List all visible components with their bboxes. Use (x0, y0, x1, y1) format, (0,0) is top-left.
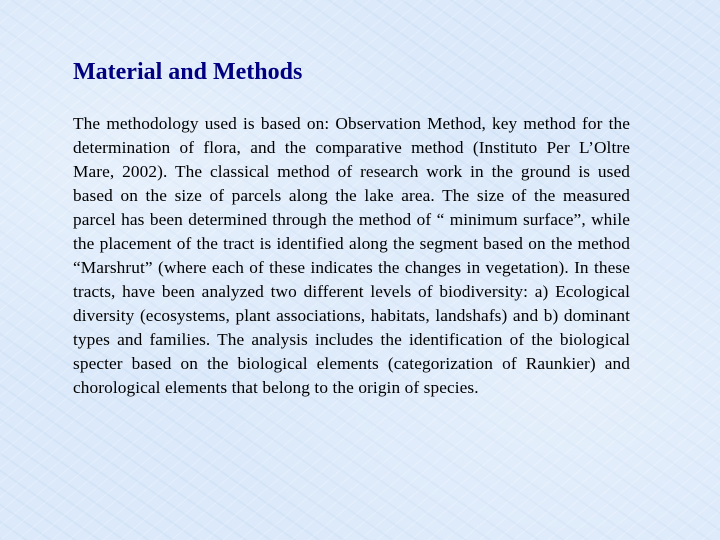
slide-title: Material and Methods (73, 59, 303, 85)
slide-body-text: The methodology used is based on: Observation Method, key method for the determination of flora, and the comparative method (Instituto Per L’Oltre Mare, 2002). The classical method of research work in the ground is used based on the size of parcels along the lake area. The size of the measured parcel has been determined through the method of “ minimum surface”, while the placement of the tract is identified along the segment based on the method “Marshrut” (where each of these indicates the changes in vegetation). In these tracts, have been analyzed two different levels of biodiversity: a) Ecological diversity (ecosystems, plant associations, habitats, landshafs) and b) dominant types and families. The analysis includes the identification of the biological specter based on the biological elements (categorization of Raunkier) and chorological elements that belong to the origin of species. (73, 114, 630, 397)
